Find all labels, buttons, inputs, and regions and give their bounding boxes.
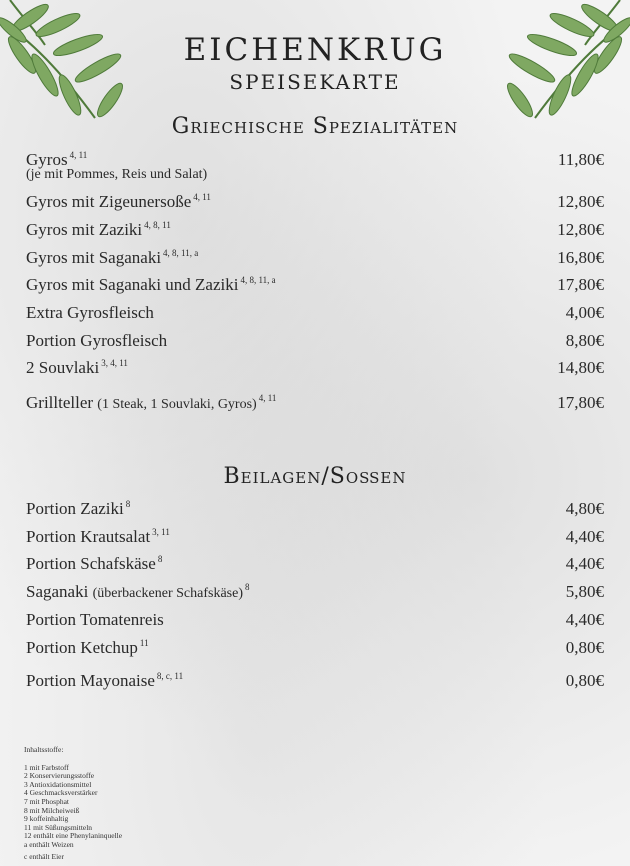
- legend-line: 12 enthält eine Phenylaninquelle: [24, 831, 123, 841]
- item-price: 17,80€: [557, 393, 604, 412]
- section-title-sides: Beilagen/Soßen: [223, 464, 407, 489]
- legend-line: 9 koffeinhaltig: [24, 814, 69, 824]
- item-inline-note: (überbackener Schafskäse): [92, 586, 243, 601]
- item-price: 8,80€: [565, 331, 604, 350]
- allergen-codes: 3, 4, 11: [101, 358, 128, 369]
- legend-line: 2 Konservierungsstoffe: [24, 771, 95, 781]
- legend-line: 1 mit Farbstoff: [24, 762, 69, 772]
- item-price: 11,80€: [557, 150, 604, 169]
- menu-item: [26, 393, 604, 413]
- legend-line: 7 mit Phosphat: [24, 796, 70, 806]
- item-price: 12,80€: [557, 192, 604, 211]
- legend-line: a enthält Weizen: [24, 839, 74, 849]
- allergen-codes: 8: [245, 582, 250, 593]
- allergen-codes: 4, 11: [69, 150, 88, 161]
- menu-item: [26, 275, 604, 295]
- ingredients-legend: [24, 746, 122, 861]
- menu-item: [26, 527, 604, 547]
- item-price: 5,80€: [565, 582, 604, 601]
- item-name: Portion Tomatenreis: [26, 610, 164, 629]
- item-name: Gyros mit Zaziki: [26, 220, 143, 239]
- item-name: Gyros mit Saganaki: [26, 248, 162, 267]
- item-name: Portion Mayonaise: [26, 671, 155, 690]
- menu-item: [26, 331, 604, 351]
- item-name: Gyros: [26, 150, 68, 169]
- item-price: 0,80€: [565, 638, 604, 657]
- menu-item: [26, 192, 604, 212]
- item-price: 4,40€: [565, 554, 604, 573]
- item-name: Extra Gyrosfleisch: [26, 303, 154, 322]
- allergen-codes: 3, 11: [152, 527, 170, 538]
- item-name: Portion Ketchup: [26, 638, 138, 657]
- item-name: Saganaki: [26, 582, 89, 601]
- allergen-codes: 4, 8, 11: [144, 220, 171, 231]
- item-name: Portion Schafskäse: [26, 554, 156, 573]
- item-price: 0,80€: [565, 671, 604, 690]
- menu-item: [26, 248, 604, 268]
- allergen-codes: 8: [125, 499, 131, 510]
- item-price: 14,80€: [557, 358, 604, 377]
- allergen-codes: 4, 8, 11, a: [240, 275, 276, 286]
- allergen-codes: 4, 8, 11, a: [163, 248, 199, 259]
- legend-title: Inhaltsstoffe:: [24, 745, 64, 754]
- menu-item: [26, 499, 604, 519]
- menu-item: [26, 638, 604, 658]
- menu-subtitle: SPEISEKARTE: [229, 70, 401, 94]
- menu-item: [26, 610, 604, 630]
- item-name: 2 Souvlaki: [26, 358, 100, 377]
- legend-line: 8 mit Milcheiweiß: [24, 805, 80, 815]
- legend-line: 4 Geschmacksverstärker: [24, 788, 98, 798]
- menu-item: [26, 358, 604, 378]
- item-price: 12,80€: [557, 220, 604, 239]
- item-inline-note: (1 Steak, 1 Souvlaki, Gyros): [97, 397, 257, 412]
- allergen-codes: 4, 11: [258, 393, 277, 404]
- item-price: 4,00€: [565, 303, 604, 322]
- item-name: Gyros mit Saganaki und Zaziki: [26, 275, 239, 294]
- item-name: Portion Krautsalat: [26, 527, 151, 546]
- allergen-codes: 11: [139, 638, 149, 649]
- legend-line: 11 mit Süßungsmitteln: [24, 822, 93, 832]
- legend-line: c enthält Eier: [24, 851, 64, 861]
- allergen-codes: 4, 11: [193, 192, 211, 203]
- section-title-greek: Griechische Spezialitäten: [171, 114, 459, 139]
- item-price: 4,40€: [565, 610, 604, 629]
- menu-item: [26, 554, 604, 574]
- menu-item: [26, 220, 604, 240]
- allergen-codes: 8, c, 11: [156, 671, 184, 682]
- menu-item: [26, 303, 604, 323]
- menu-item: [26, 671, 604, 691]
- allergen-codes: 8: [157, 554, 163, 565]
- item-price: 16,80€: [557, 248, 604, 267]
- item-name: Portion Zaziki: [26, 499, 124, 518]
- item-name: Gyros mit Zigeunersoße: [26, 192, 192, 211]
- legend-line: 3 Antioxidationsmittel: [24, 779, 92, 789]
- item-price: 4,80€: [565, 499, 604, 518]
- item-price: 4,40€: [565, 527, 604, 546]
- item-note: (je mit Pommes, Reis und Salat): [26, 167, 208, 182]
- menu-item: [26, 582, 604, 602]
- item-price: 17,80€: [557, 275, 604, 294]
- restaurant-name: EICHENKRUG: [183, 32, 447, 68]
- item-name: Grillteller: [26, 393, 94, 412]
- item-name: Portion Gyrosfleisch: [26, 331, 168, 350]
